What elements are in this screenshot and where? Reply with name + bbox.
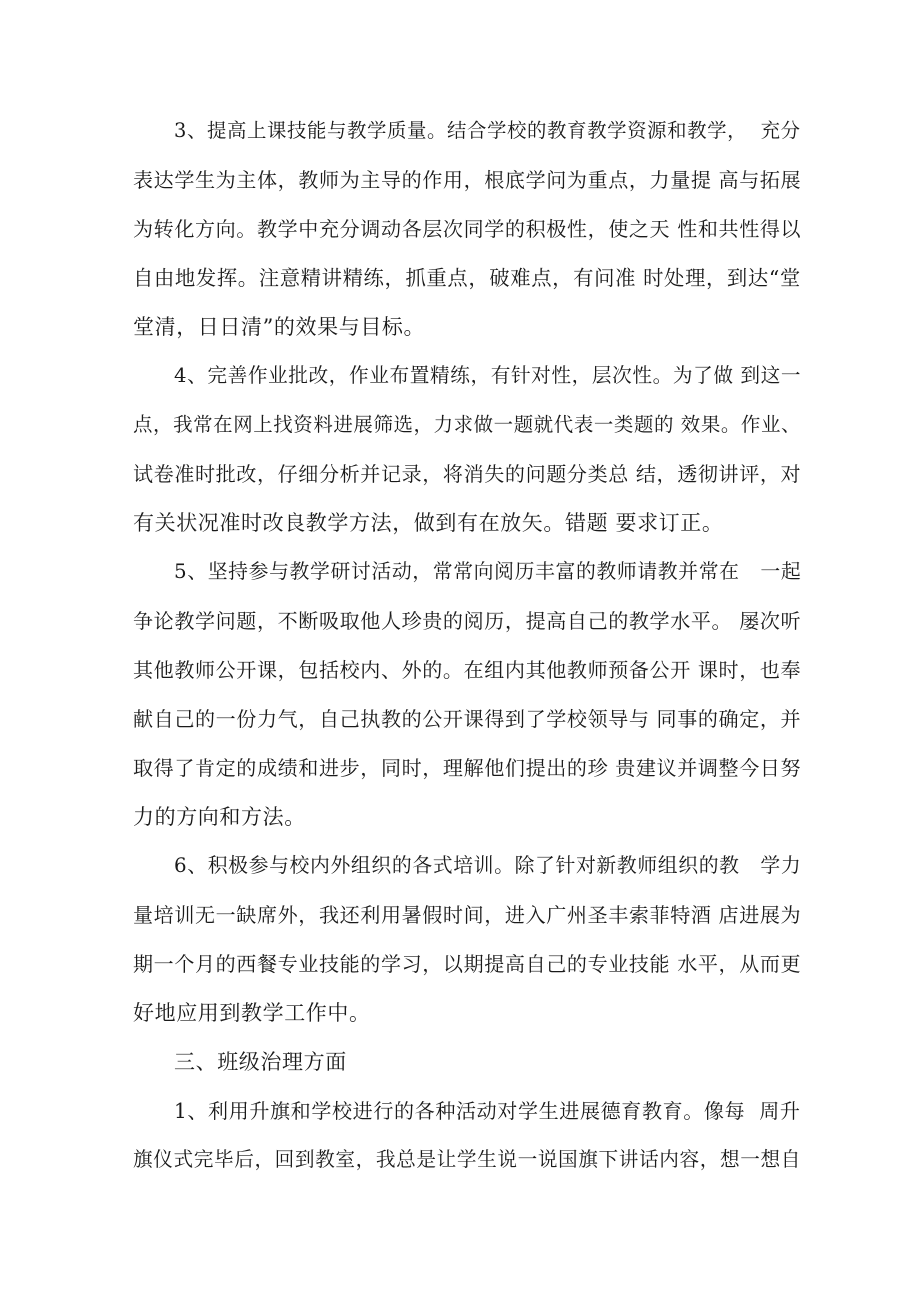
paragraph-2-line-3: 试卷准时批改，仔细分析并记录，将消失的问题分类总 结，透彻讲评，对 — [133, 462, 802, 486]
paragraph-1-line-2: 表达学生为主体，教师为主导的作用，根底学问为重点，力量提 高与拓展 — [133, 168, 802, 192]
paragraph-3-line-4: 献自己的一份力气，自己执教的公开课得到了学校领导与 同事的确定，并 — [133, 707, 802, 731]
paragraph-2-line-1: 4、完善作业批改，作业布置精练，有针对性，层次性。为了做 到这一 — [174, 364, 802, 387]
paragraph-4-line-4: 好地应用到教学工作中。 — [133, 1001, 371, 1025]
paragraph-3-line-5: 取得了肯定的成绩和进步，同时，理解他们提出的珍 贵建议并调整今日努 — [133, 756, 802, 780]
paragraph-4-line-2: 量培训无一缺席外，我还利用暑假时间，进入广州圣丰索菲特酒 店进展为 — [133, 903, 802, 927]
paragraph-1-line-1: 3、提高上课技能与教学质量。结合学校的教育教学资源和教学， 充分 — [174, 119, 801, 142]
paragraph-4-line-3: 期一个月的西餐专业技能的学习，以期提高自己的专业技能 水平，从而更 — [133, 952, 802, 976]
paragraph-1-line-3: 为转化方向。教学中充分调动各层次同学的积极性，使之天 性和共性得以 — [133, 217, 802, 241]
paragraph-3-line-1: 5、坚持参与教学研讨活动，常常向阅历丰富的教师请教并常在 一起 — [174, 560, 802, 583]
paragraph-3-line-6: 力的方向和方法。 — [133, 805, 306, 829]
paragraph-5-line-2: 旗仪式完毕后，回到教室，我总是让学生说一说国旗下讲话内容，想一想自 — [133, 1148, 801, 1171]
paragraph-3-line-3: 其他教师公开课，包括校内、外的。在组内其他教师预备公开 课时，也奉 — [133, 658, 802, 682]
paragraph-2-line-4: 有关状况准时改良教学方法，做到有在放矢。错题 要求订正。 — [133, 511, 724, 535]
paragraph-1-line-5: 堂清，日日清”的效果与目标。 — [133, 315, 426, 339]
paragraph-1-line-4: 自由地发挥。注意精讲精练，抓重点，破难点，有问准 时处理，到达“堂 — [133, 266, 801, 290]
paragraph-4-line-1: 6、积极参与校内外组织的各式培训。除了针对新教师组织的教 学力 — [174, 854, 802, 877]
paragraph-2-line-2: 点，我常在网上找资料进展筛选，力求做一题就代表一类题的 效果。作业、 — [133, 413, 802, 436]
paragraph-3-line-2: 争论教学问题，不断吸取他人珍贵的阅历，提高自己的教学水平。 屡次听 — [133, 609, 802, 633]
paragraph-5-line-1: 1、利用升旗和学校进行的各种活动对学生进展德育教育。像每 周升 — [174, 1099, 801, 1123]
section-heading-class-management: 三、班级治理方面 — [174, 1050, 347, 1074]
